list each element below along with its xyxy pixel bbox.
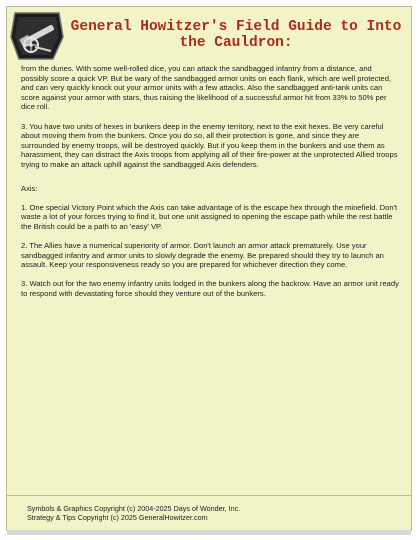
guide-page bbox=[6, 6, 412, 531]
paragraph-axis-tip-1: 1. One special Victory Point which the Axis can take advantage of is the escape hex through the minefield. Don't waste a lot of your forces trying to find it, but one unit assigned to opening the escape path while the rest battle the British could be a path to an 'easy' VP. bbox=[21, 202, 398, 231]
paragraph-allied-tip-continued: from the dunes. With some well-rolled dice, you can attack the sandbagged infantry from a distance, and possibly score a quick VP. But be wary of the sandbagged armor units on each flank, which are well protected, and can very quickly knock out your armor units with a few attacks. Also the sandbagged anti-tank units can score against your armor with stars, thus raising the likelihood of a successful armor hit from 33% to 50% per dice roll. bbox=[21, 64, 392, 112]
page-header bbox=[7, 7, 411, 59]
guide-content bbox=[21, 64, 399, 308]
howitzer-cannon-icon bbox=[9, 9, 65, 63]
paragraph-allied-tip-3: 3. You have two units of hexes in bunkers deep in the enemy territory, next to the exit hexes. Be very careful about moving them from the bunkers. Once you do so, all their protection is gone, and since they are surrounded by enemy troops, will be destroyed quickly. But if you keep them in the bunkers and use them as harassment, they can distract the Axis troops from applying all of their fire-power at the unprotected Allied troops trying to make an attack uphill against the sandbagged Axis defenders. bbox=[21, 121, 398, 169]
section-heading-axis: Axis: bbox=[21, 183, 38, 193]
title-line-2: the Cauldron: bbox=[179, 35, 293, 51]
page-footer bbox=[7, 495, 411, 530]
copyright-graphics: Symbols & Graphics Copyright (c) 2004-2025 Days of Wonder, Inc. bbox=[27, 504, 241, 513]
page-title bbox=[67, 19, 405, 51]
paragraph-axis-tip-2: 2. The Allies have a numerical superiority of armor. Don't launch an armor attack prematurely. Use your sandbagged infantry and armor units to slowly degrade the enemy. Be prepared should they try to launch an assault. Keep your responsiveness ready so you are prepared for whichever direction they come. bbox=[21, 241, 384, 270]
paragraph-axis-tip-3: 3. Watch out for the two enemy infantry units lodged in the bunkers along the backrow. Have an armor unit ready to respond with devastating force should they venture out of the bunkers. bbox=[21, 279, 399, 299]
copyright-strategy: Strategy & Tips Copyright (c) 2025 GeneralHowitzer.com bbox=[27, 513, 208, 522]
title-line-1: General Howitzer's Field Guide to Into bbox=[70, 19, 402, 35]
